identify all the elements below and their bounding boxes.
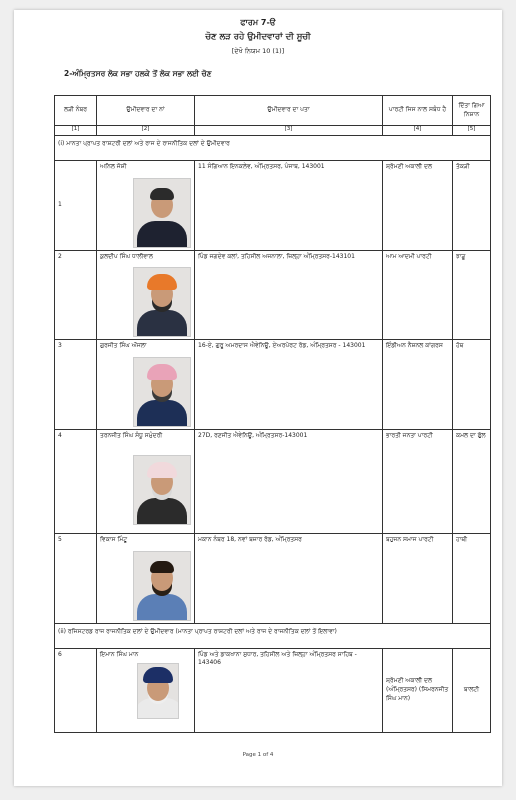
candidate-symbol: ਝਾੜੂ <box>453 250 491 340</box>
candidate-name: ਗੁਰਜੀਤ ਸਿੰਘ ਔਜਲਾ <box>100 342 147 350</box>
form-number: ਫਾਰਮ 7-ੳ <box>240 18 276 27</box>
candidate-cell <box>97 340 195 430</box>
table-row <box>55 534 491 624</box>
serial-number: 3 <box>55 340 97 430</box>
candidate-photo <box>133 178 191 248</box>
col-number: [1] <box>55 126 97 136</box>
candidate-address: 27D, ਰਣਜੀਤ ਐਵੇਨਿਊ, ਅੰਮ੍ਰਿਤਸਰ-143001 <box>195 430 383 534</box>
table-row <box>55 250 491 340</box>
col-header-name: ਉਮੀਦਵਾਰ ਦਾ ਨਾਂ <box>97 96 195 126</box>
serial-number: 4 <box>55 430 97 534</box>
page-footer: Page 1 of 4 <box>242 752 274 758</box>
candidate-cell <box>97 161 195 251</box>
candidate-party: ਇੰਡੀਅਨ ਨੈਸ਼ਨਲ ਕਾਂਗਰਸ <box>383 340 453 430</box>
col-header-sno: ਲੜੀ ਨੰਬਰ <box>55 96 97 126</box>
candidate-party: ਸ਼੍ਰੋਮਣੀ ਅਕਾਲੀ ਦਲ (ਅੰਮ੍ਰਿਤਸਰ) (ਸਿਮਰਨਜੀਤ ਸਿੰਘ ਮਾਨ) <box>383 648 453 732</box>
candidate-cell <box>97 648 195 732</box>
candidate-symbol: ਬਾਲਟੀ <box>453 648 491 732</box>
candidate-address: ਪਿੰਡ ਅਤੇ ਡਾਕਖਾਨਾ ਸੁਧਾਰ, ਤਹਿਸੀਲ ਅਤੇ ਜ਼ਿਲ੍ਹਾ ਅੰਮ੍ਰਿਤਸਰ ਸਾਹਿਬ - 143406 <box>195 648 383 732</box>
candidate-party: ਭਾਰਤੀ ਜਨਤਾ ਪਾਰਟੀ <box>383 430 453 534</box>
table-row <box>55 340 491 430</box>
candidate-cell <box>97 430 195 534</box>
section-heading-recognised: (i) ਮਾਨਤਾ ਪ੍ਰਾਪਤ ਰਾਸ਼ਟਰੀ ਦਲਾਂ ਅਤੇ ਰਾਜ ਦੇ ਰਾਜਨੀਤਿਕ ਦਲਾਂ ਦੇ ਉਮੀਦਵਾਰ <box>55 136 491 161</box>
candidate-name: ਇਮਾਨ ਸਿੰਘ ਮਾਨ <box>100 650 139 658</box>
candidate-party: ਬਹੁਜਨ ਸਮਾਜ ਪਾਰਟੀ <box>383 534 453 624</box>
candidate-name: ਤਰਨਜੀਤ ਸਿੰਘ ਸੰਧੂ ਸਮੁੰਦਰੀ <box>100 432 163 440</box>
col-number: [5] <box>453 126 491 136</box>
candidate-address: ਮਕਾਨ ਨੰਬਰ 18, ਨਵਾਂ ਬਜ਼ਾਰ ਰੋਡ, ਅੰਮ੍ਰਿਤਸਰ <box>195 534 383 624</box>
candidate-symbol: ਹੱਥ <box>453 340 491 430</box>
col-number: [3] <box>195 126 383 136</box>
table-row <box>55 430 491 534</box>
table-row <box>55 161 491 251</box>
candidate-name: ਅਨਿਲ ਜੋਸ਼ੀ <box>100 163 127 170</box>
candidate-photo <box>133 455 191 525</box>
candidate-cell <box>97 250 195 340</box>
col-header-symbol: ਦਿੱਤਾ ਗਿਆ ਨਿਸ਼ਾਨ <box>453 96 491 126</box>
candidate-party: ਸ਼੍ਰੋਮਣੀ ਅਕਾਲੀ ਦਲ <box>383 161 453 251</box>
candidates-table <box>54 95 491 733</box>
candidate-symbol: ਕਮਲ ਦਾ ਫੁੱਲ <box>453 430 491 534</box>
candidate-symbol: ਤੱਕੜੀ <box>453 161 491 251</box>
col-header-address: ਉਮੀਦਵਾਰ ਦਾ ਪਤਾ <box>195 96 383 126</box>
rule-reference: [ਦੇਖੋ ਨਿਯਮ 10 (1)] <box>231 47 285 55</box>
candidate-photo <box>133 357 191 427</box>
candidate-photo <box>133 551 191 621</box>
candidate-party: ਆਮ ਆਦਮੀ ਪਾਰਟੀ <box>383 250 453 340</box>
candidate-address: ਪਿੰਡ ਜਗਦੇਵ ਕਲਾਂ, ਤਹਿਸੀਲ ਅਜਨਾਲਾ, ਜ਼ਿਲ੍ਹਾ ਅੰਮ੍ਰਿਤਸਰ-143101 <box>195 250 383 340</box>
candidate-name: ਕੁਲਦੀਪ ਸਿੰਘ ਧਾਲੀਵਾਲ <box>100 252 153 260</box>
table-row <box>55 648 491 732</box>
col-number: [2] <box>97 126 195 136</box>
candidate-symbol: ਹਾਥੀ <box>453 534 491 624</box>
candidate-address: 16-ਏ, ਗੁਰੂ ਅਮਰਦਾਸ ਐਵੇਨਿਊ, ਏਅਰਪੋਰਟ ਰੋਡ, ਅੰਮ੍ਰਿਤਸਰ - 143001 <box>195 340 383 430</box>
section-heading-registered: (ii) ਰਜਿਸਟਰਡ ਰਾਜ ਰਾਜਨੀਤਿਕ ਦਲਾਂ ਦੇ ਉਮੀਦਵਾਰ (ਮਾਨਤਾ ਪ੍ਰਾਪਤ ਰਾਸ਼ਟਰੀ ਦਲਾਂ ਅਤੇ ਰਾਜ ਦੇ ਰਾਜਨੀਤਿਕ ਦਲਾਂ ਤੋਂ ਇਲਾਵਾ) <box>55 623 491 648</box>
candidate-photo <box>133 267 191 337</box>
col-header-party: ਪਾਰਟੀ ਜਿਸ ਨਾਲ ਸਬੰਧ ਹੈ <box>383 96 453 126</box>
candidate-photo <box>137 663 179 719</box>
serial-number: 1 <box>55 161 97 251</box>
document-title: ਚੋਣ ਲੜ ਰਹੇ ਉਮੀਦਵਾਰਾਂ ਦੀ ਸੂਚੀ <box>205 32 311 42</box>
candidate-cell <box>97 534 195 624</box>
serial-number: 5 <box>55 534 97 624</box>
candidate-address: 11 ਸੰਗਿਆਨ ਇਨਕਲੇਵ, ਅੰਮ੍ਰਿਤਸਰ, ਪੰਜਾਬ, 143001 <box>195 161 383 251</box>
constituency-heading: 2-ਅੰਮ੍ਰਿਤਸਰ ਲੋਕ ਸਭਾ ਹਲਕੇ ਤੋਂ ਲੋਕ ਸਭਾ ਲਈ ਚੋਣ <box>64 69 212 78</box>
col-number: [4] <box>383 126 453 136</box>
document-page <box>14 10 502 786</box>
candidate-name: ਵਿਕਾਸ ਮਿੰਟੂ <box>100 536 128 544</box>
serial-number: 2 <box>55 250 97 340</box>
serial-number: 6 <box>55 648 97 732</box>
